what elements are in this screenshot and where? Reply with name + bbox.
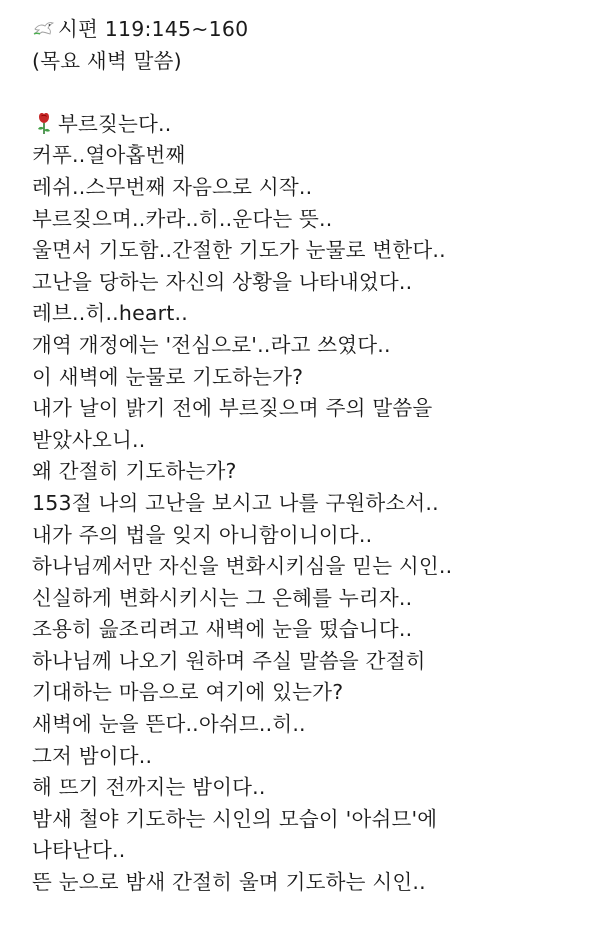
text-line: 하나님께 나오기 원하며 주실 말씀을 간절히 xyxy=(32,648,426,673)
heading-text: 부르짖는다.. xyxy=(58,111,172,136)
text-line: 이 새벽에 눈물로 기도하는가? xyxy=(32,364,304,389)
text-line: 153절 나의 고난을 보시고 나를 구원하소서.. xyxy=(32,490,439,515)
text-line: 왜 간절히 기도하는가? xyxy=(32,459,237,484)
title-line xyxy=(32,14,590,46)
text-line: 울면서 기도함..간절한 기도가 눈물로 변한다.. xyxy=(32,238,446,263)
text-line: 새벽에 눈을 뜬다..아쉬므..히.. xyxy=(32,712,306,737)
text-line: 받았사오니.. xyxy=(32,427,146,452)
text-line: 뜬 눈으로 밤새 간절히 울며 기도하는 시인.. xyxy=(32,870,426,895)
text-line: 내가 주의 법을 잊지 아니함이니이다.. xyxy=(32,522,373,547)
title-text: 시편 119:145~160 xyxy=(58,17,249,41)
heading-line xyxy=(32,109,590,141)
text-line: 나타난다.. xyxy=(32,838,126,863)
rose-icon xyxy=(32,111,56,135)
text-line: 레브..히..heart.. xyxy=(32,301,188,326)
text-line: 레쉬..스무번째 자음으로 시작.. xyxy=(32,174,313,199)
text-line: 그저 밤이다.. xyxy=(32,743,153,768)
text-line: 신실하게 변화시키시는 그 은혜를 누리자.. xyxy=(32,585,413,610)
text-line: 하나님께서만 자신을 변화시키심을 믿는 시인.. xyxy=(32,554,453,579)
note-body xyxy=(32,14,590,899)
text-line: 조용히 읊조리려고 새벽에 눈을 떴습니다.. xyxy=(32,617,413,642)
text-line: 내가 날이 밝기 전에 부르짖으며 주의 말씀을 xyxy=(32,396,433,421)
dove-icon xyxy=(32,16,56,40)
text-line: 고난을 당하는 자신의 상황을 나타내었다.. xyxy=(32,269,413,294)
text-line: 밤새 철야 기도하는 시인의 모습이 '아쉬므'에 xyxy=(32,806,438,831)
subtitle-line: (목요 새벽 말씀) xyxy=(32,48,182,73)
body-lines xyxy=(32,140,590,898)
text-line: 커푸..열아홉번째 xyxy=(32,143,186,168)
blank-line xyxy=(32,77,590,109)
text-line: 부르짖으며..카라..히..운다는 뜻.. xyxy=(32,206,333,231)
text-line: 해 뜨기 전까지는 밤이다.. xyxy=(32,775,266,800)
text-line: 개역 개정에는 '전심으로'..라고 쓰였다.. xyxy=(32,332,391,357)
text-line: 기대하는 마음으로 여기에 있는가? xyxy=(32,680,344,705)
